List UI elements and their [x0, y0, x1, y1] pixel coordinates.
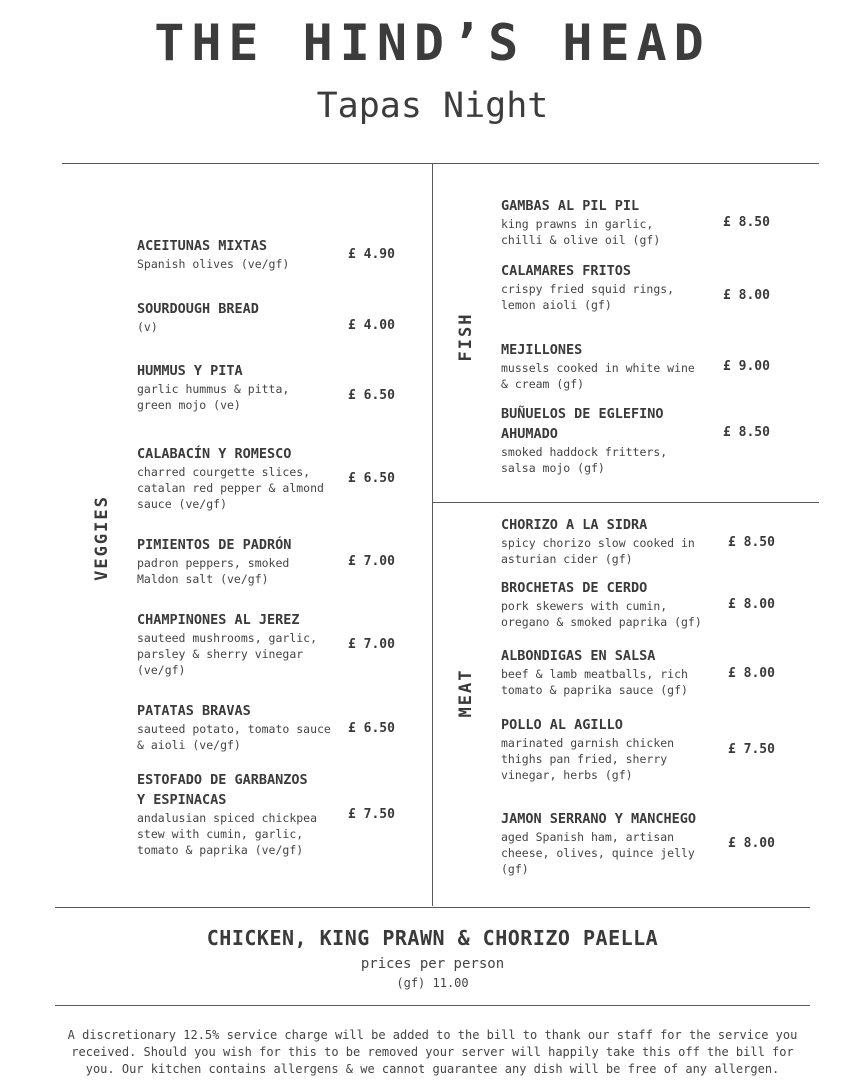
menu-item [137, 299, 347, 335]
menu-subtitle: Tapas Night [316, 86, 549, 126]
veggies-section-label: VEGGIES [92, 495, 112, 581]
item-price: £ 8.50 [723, 215, 770, 230]
menu-item [501, 515, 726, 567]
item-description: (v) [137, 320, 158, 334]
item-price: £ 6.50 [348, 388, 395, 403]
item-description: andalusian spiced chickpea stew with cumin, garlic, tomato & paprika (ve/gf) [137, 811, 318, 857]
menu-item [137, 236, 347, 272]
item-price: £ 8.50 [723, 425, 770, 440]
item-description: sauteed potato, tomato sauce & aioli (ve/gf) [137, 722, 331, 752]
item-price: £ 6.50 [348, 721, 395, 736]
item-price: £ 9.00 [723, 359, 770, 374]
item-price: £ 8.00 [728, 666, 775, 681]
item-description: spicy chorizo slow cooked in asturian cider (gf) [501, 536, 695, 566]
fish-section-label: FISH [456, 312, 476, 362]
paella-title: CHICKEN, KING PRAWN & CHORIZO PAELLA [206, 926, 659, 950]
item-name: MEJILLONES [501, 342, 583, 358]
item-description: charred courgette slices, catalan red pepper & almond sauce (ve/gf) [137, 465, 324, 511]
menu-item [137, 535, 347, 587]
item-description: marinated garnish chicken thighs pan fried, sherry vinegar, herbs (gf) [501, 736, 675, 782]
paella-price: (gf) 11.00 [396, 976, 469, 990]
item-description: aged Spanish ham, artisan cheese, olives, quince jelly (gf) [501, 830, 695, 876]
item-name: BROCHETAS DE CERDO [501, 580, 648, 596]
item-name: PIMIENTOS DE PADRÓN [137, 537, 292, 553]
menu-item [137, 610, 347, 678]
item-price: £ 6.50 [348, 471, 395, 486]
item-description: crispy fried squid rings, lemon aioli (gf) [501, 282, 675, 312]
menu-item [501, 809, 726, 877]
item-price: £ 7.00 [348, 637, 395, 652]
item-name: PATATAS BRAVAS [137, 703, 251, 719]
item-description: mussels cooked in white wine & cream (gf) [501, 361, 695, 391]
menu-item [137, 770, 347, 858]
item-description: smoked haddock fritters, salsa mojo (gf) [501, 445, 668, 475]
item-name: SOURDOUGH BREAD [137, 301, 259, 317]
item-description: king prawns in garlic, chilli & olive oil (gf) [501, 217, 661, 247]
menu-item [137, 701, 347, 753]
service-charge-notice: A discretionary 12.5% service charge will be added to the bill to thank our staff for the service you received. Should you wish for this to be removed your server will happily take this off the bill for you. Our kitchen contains allergens & we cannot guarantee any dish will be free of any allergen. [67, 1028, 798, 1076]
item-description: Spanish olives (ve/gf) [137, 257, 290, 271]
item-description: beef & lamb meatballs, rich tomato & paprika sauce (gf) [501, 667, 688, 697]
item-name: ESTOFADO DE GARBANZOS Y ESPINACAS [137, 772, 308, 808]
item-name: ALBONDIGAS EN SALSA [501, 648, 656, 664]
item-price: £ 8.00 [723, 288, 770, 303]
item-name: CALABACÍN Y ROMESCO [137, 446, 292, 462]
item-description: pork skewers with cumin, oregano & smoked paprika (gf) [501, 599, 702, 629]
menu-item [501, 578, 726, 630]
item-name: JAMON SERRANO Y MANCHEGO [501, 811, 697, 827]
menu-item [501, 715, 726, 783]
item-description: padron peppers, smoked Maldon salt (ve/gf) [137, 556, 290, 586]
item-price: £ 8.50 [728, 535, 775, 550]
item-description: garlic hummus & pitta, green mojo (ve) [137, 382, 290, 412]
item-price: £ 7.50 [348, 807, 395, 822]
menu-item [501, 196, 721, 248]
paella-subtitle: prices per person [360, 956, 505, 972]
item-price: £ 7.00 [348, 554, 395, 569]
item-name: CHORIZO A LA SIDRA [501, 517, 648, 533]
item-price: £ 8.00 [728, 597, 775, 612]
meat-section-label: MEAT [456, 668, 476, 718]
item-name: ACEITUNAS MIXTAS [137, 238, 268, 254]
menu-item [137, 444, 347, 512]
menu-item [501, 340, 721, 392]
menu-item [501, 646, 726, 698]
item-name: HUMMUS Y PITA [137, 363, 243, 379]
item-name: BUÑUELOS DE EGLEFINO AHUMADO [501, 406, 664, 442]
item-name: GAMBAS AL PIL PIL [501, 198, 640, 214]
center-divider [432, 164, 433, 906]
item-price: £ 4.90 [348, 247, 395, 262]
item-price: £ 4.00 [348, 318, 395, 333]
item-price: £ 7.50 [728, 742, 775, 757]
top-divider [62, 163, 819, 164]
menu-item [501, 404, 721, 476]
item-name: CALAMARES FRITOS [501, 263, 632, 279]
paella-bottom-divider [55, 1005, 810, 1006]
item-name: CHAMPINONES AL JEREZ [137, 612, 300, 628]
item-description: sauteed mushrooms, garlic, parsley & sherry vinegar (ve/gf) [137, 631, 318, 677]
item-price: £ 8.00 [728, 836, 775, 851]
menu-item [501, 261, 721, 313]
fish-meat-divider [433, 502, 819, 503]
menu-item [137, 361, 347, 413]
restaurant-name: THE HIND’S HEAD [154, 14, 711, 72]
paella-top-divider [55, 907, 810, 908]
item-name: POLLO AL AGILLO [501, 717, 623, 733]
